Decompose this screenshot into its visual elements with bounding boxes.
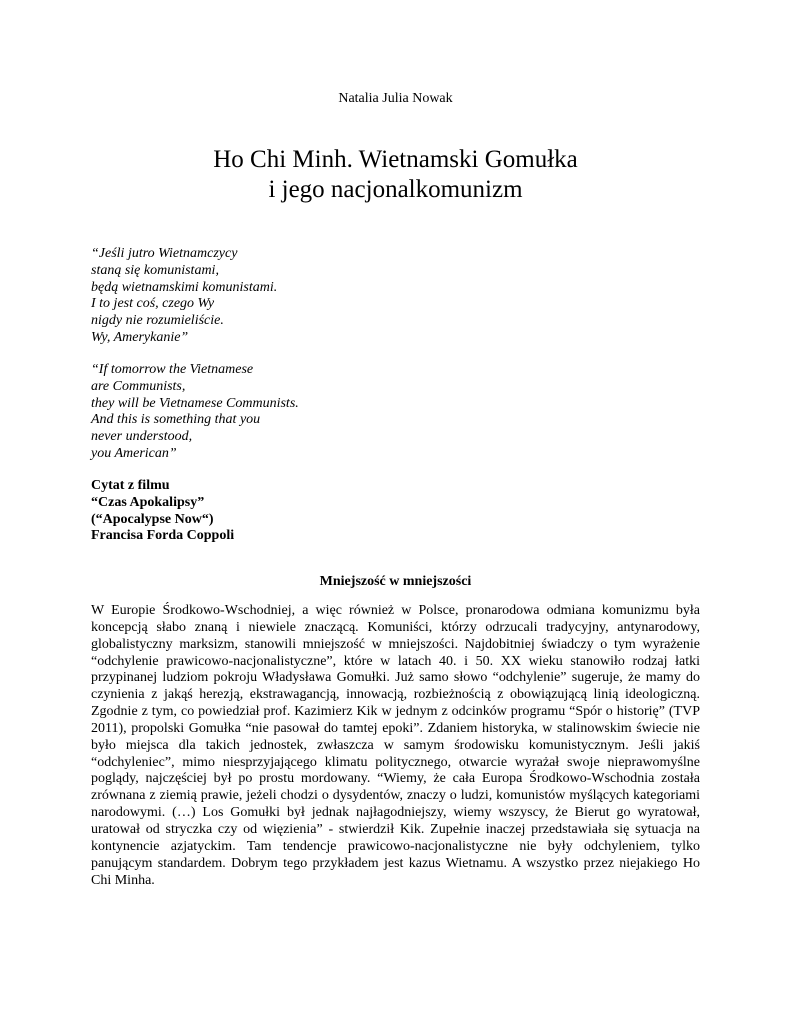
epigraph-line: “Jeśli jutro Wietnamczycy <box>91 246 238 261</box>
epigraph-line: I to jest coś, czego Wy <box>91 296 215 312</box>
author-name: Natalia Julia Nowak <box>338 91 453 106</box>
document-title <box>0 145 791 205</box>
citation-line: “Czas Apokalipsy” <box>91 494 205 510</box>
epigraph-line: you American” <box>91 445 177 461</box>
citation-line: Francisa Forda Coppoli <box>91 528 235 544</box>
epigraph-line: Wy, Amerykanie” <box>91 329 189 345</box>
citation-line: (“Apocalypse Now“) <box>91 511 214 527</box>
citation-line: Cytat z filmu <box>91 478 170 493</box>
epigraph-line: they will be Vietnamese Communists. <box>91 395 299 411</box>
epigraph-citation <box>91 478 234 545</box>
body-paragraph: W Europie Środkowo-Wschodniej, a więc również w Polsce, pronarodowa odmiana komunizmu była koncepcją słabo znaną i niewiele znaczącą. Komuniści, którzy odrzucali tradycyjny, antynarodowy, globalistyczny marksizm, stanowili mniejszość w mniejszości. Najdobitniej świadczy o tym wyrażenie “odchylenie prawicowo-nacjonalistyczne”, które w latach 40. i 50. XX wieku stanowiło rodzaj łatki przypinanej ludziom pokroju Władysława Gomułki. Już samo słowo “odchylenie” sugeruje, że mamy do czynienia z jakąś herezją, ekstrawagancją, innowacją, rozbieżnością z obowiązującą linią ideologiczną. Zgodnie z tym, co powiedział prof. Kazimierz Kik w jednym z odcinków programu “Spór o historię” (TVP 2011), propolski Gomułka “nie pasował do tamtej epoki”. Zdaniem historyka, w stalinowskim świecie nie było miejsca dla takich jednostek, zwłaszcza w samym środowisku komunistycznym. Jeśli jakiś “odchyleniec”, mimo niesprzyjającego klimatu politycznego, otwarcie wyrażał swoje nieprawomyślne poglądy, najczęściej był po prostu mordowany. “Wiemy, że cała Europa Środkowo-Wschodnia została zrównana z ziemią prawie, jeżeli chodzi o dysydentów, znaczy o ludzi, komunistów myślących kategoriami narodowymi. (…) Los Gomułki był jednak najłagodniejszy, wiemy wszyscy, że Bierut go wyratował, uratował od stryczka czy od więzienia” - stwierdził Kik. Zupełnie inaczej przedstawiała się sytuacja na kontynencie azjatyckim. Tam tendencje prawicowo-nacjonalistyczne nie były odchyleniem, tylko panującym standardem. Dobrym tego przykładem jest kazus Wietnamu. A wszystko przez niejakiego Ho Chi Minha. <box>91 603 700 888</box>
epigraph-line: “If tomorrow the Vietnamese <box>91 362 254 377</box>
title-line-2: i jego nacjonalkomunizm <box>268 176 523 203</box>
epigraph-line: And this is something that you <box>91 412 261 428</box>
epigraph-line: będą wietnamskimi komunistami. <box>91 279 278 295</box>
epigraph-line: staną się komunistami, <box>91 262 219 278</box>
epigraph-polish <box>91 246 277 347</box>
epigraph-line: are Communists, <box>91 378 186 394</box>
epigraph-line: nigdy nie rozumieliście. <box>91 313 224 329</box>
section-heading: Mniejszość w mniejszości <box>319 574 472 589</box>
epigraph-line: never understood, <box>91 429 193 445</box>
title-line-1: Ho Chi Minh. Wietnamski Gomułka <box>213 146 578 173</box>
epigraph-english <box>91 362 299 463</box>
